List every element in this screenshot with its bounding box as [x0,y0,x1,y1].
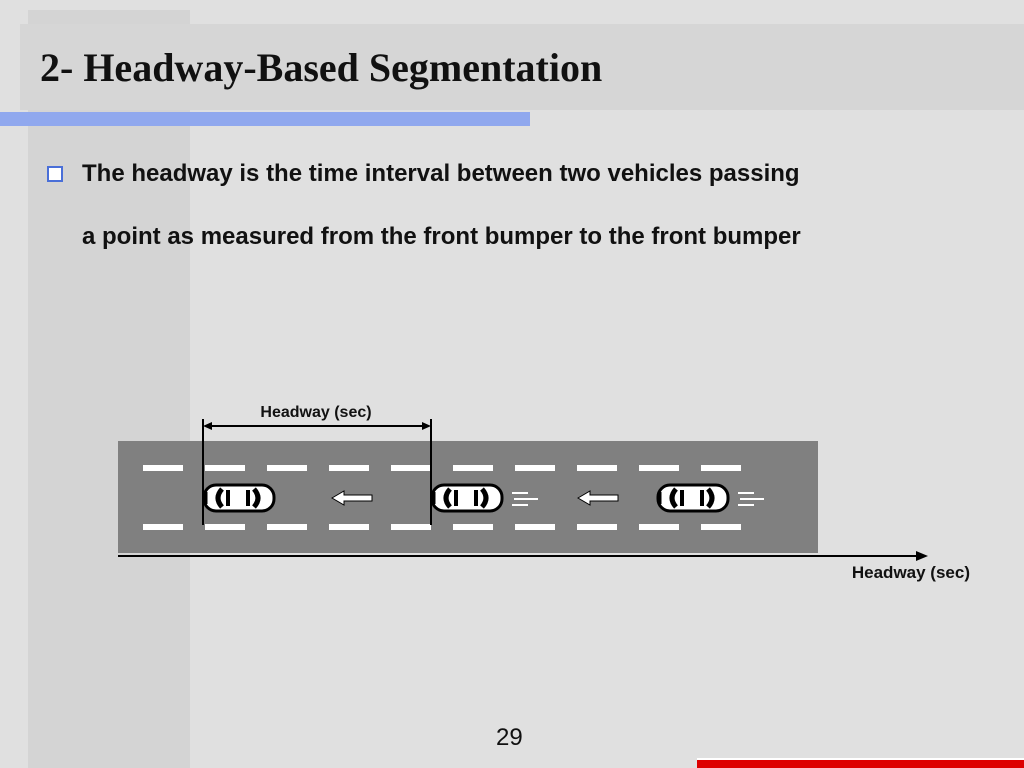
bullet-text-line-2: a point as measured from the front bumper to the front bumper [82,223,801,250]
bullet-text-line-1: The headway is the time interval between two vehicles passing [82,160,800,187]
vehicle-3 [658,485,728,511]
footer-accent-bar [697,758,1024,768]
vehicle-2 [432,485,502,511]
axis-label: Headway (sec) [851,563,970,582]
page-number: 29 [496,724,523,751]
headway-arrow-right-icon [422,422,431,430]
time-axis-arrow-icon [916,551,928,561]
headway-diagram [100,395,940,565]
headway-span-label: Headway (sec) [260,404,372,421]
vehicle-1 [204,485,274,511]
page-title: 2- Headway-Based Segmentation [40,45,603,90]
title-underline [0,112,530,126]
headway-arrow-left-icon [203,422,212,430]
bullet-square-icon [47,166,63,182]
